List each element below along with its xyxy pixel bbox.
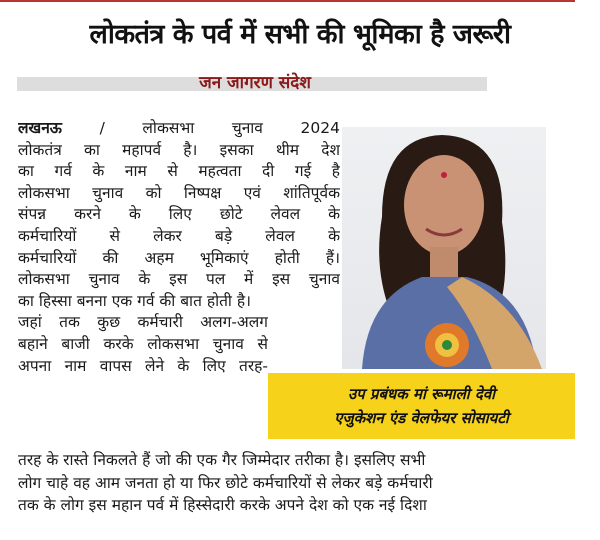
- text-line: लोग चाहे वह आम जनता हो या फिर छोटे कर्मचारियों से लेकर बड़े कर्मचारी: [18, 473, 433, 492]
- text-line: तक के लोग इस महान पर्व में हिस्सेदारी करके अपने देश को एक नई दिशा: [18, 496, 427, 514]
- caption-line-2: एजुकेशन एंड वेलफेयर सोसायटी: [334, 409, 509, 427]
- person-portrait-icon: [342, 127, 546, 369]
- text-span: / लोकसभा चुनाव 2024: [61, 119, 340, 137]
- article-column: [18, 118, 340, 377]
- text-line: [18, 118, 340, 140]
- text-line: तरह के रास्ते निकलते हैं जो की एक गैर जिम्मेदार तरीका है। इसलिए सभी: [18, 451, 426, 469]
- text-line: अपना नाम वापस लेने के लिए तरह-: [18, 356, 268, 375]
- headline: लोकतंत्र के पर्व में सभी की भूमिका है जरूरी: [89, 19, 511, 50]
- photo-caption: [268, 373, 575, 439]
- caption-line-1: उप प्रबंधक मां रूमाली देवी: [347, 385, 496, 403]
- text-line: लोकसभा चुनाव के इस पल में इस चुनाव: [18, 270, 340, 289]
- text-line: लोकतंत्र का महापर्व है। इसका थीम देश: [18, 140, 340, 159]
- top-rule: [0, 0, 575, 2]
- text-line: बहाने बाजी करके लोकसभा चुनाव से: [18, 334, 268, 353]
- text-line: जहां तक कुछ कर्मचारी अलग-अलग: [18, 313, 268, 332]
- text-line: का हिस्सा बनना एक गर्व की बात होती है।: [18, 291, 251, 310]
- text-line: संपन्न करने के लिए छोटे लेवल के: [18, 205, 340, 224]
- article-continuation: [18, 449, 578, 517]
- source-name: जन जागरण संदेश: [199, 73, 311, 93]
- text-line: कर्मचारियों की अहम भूमिकाएं होती हैं।: [18, 248, 340, 267]
- text-line: का गर्व के नाम से महत्वता दी गई है: [18, 162, 340, 181]
- text-line: लोकसभा चुनाव को निष्पक्ष एवं शांतिपूर्वक: [18, 183, 340, 202]
- dateline: लखनऊ: [18, 119, 62, 137]
- portrait-photo: [342, 127, 546, 369]
- text-line: कर्मचारियों से लेकर बड़े लेवल के: [18, 226, 340, 245]
